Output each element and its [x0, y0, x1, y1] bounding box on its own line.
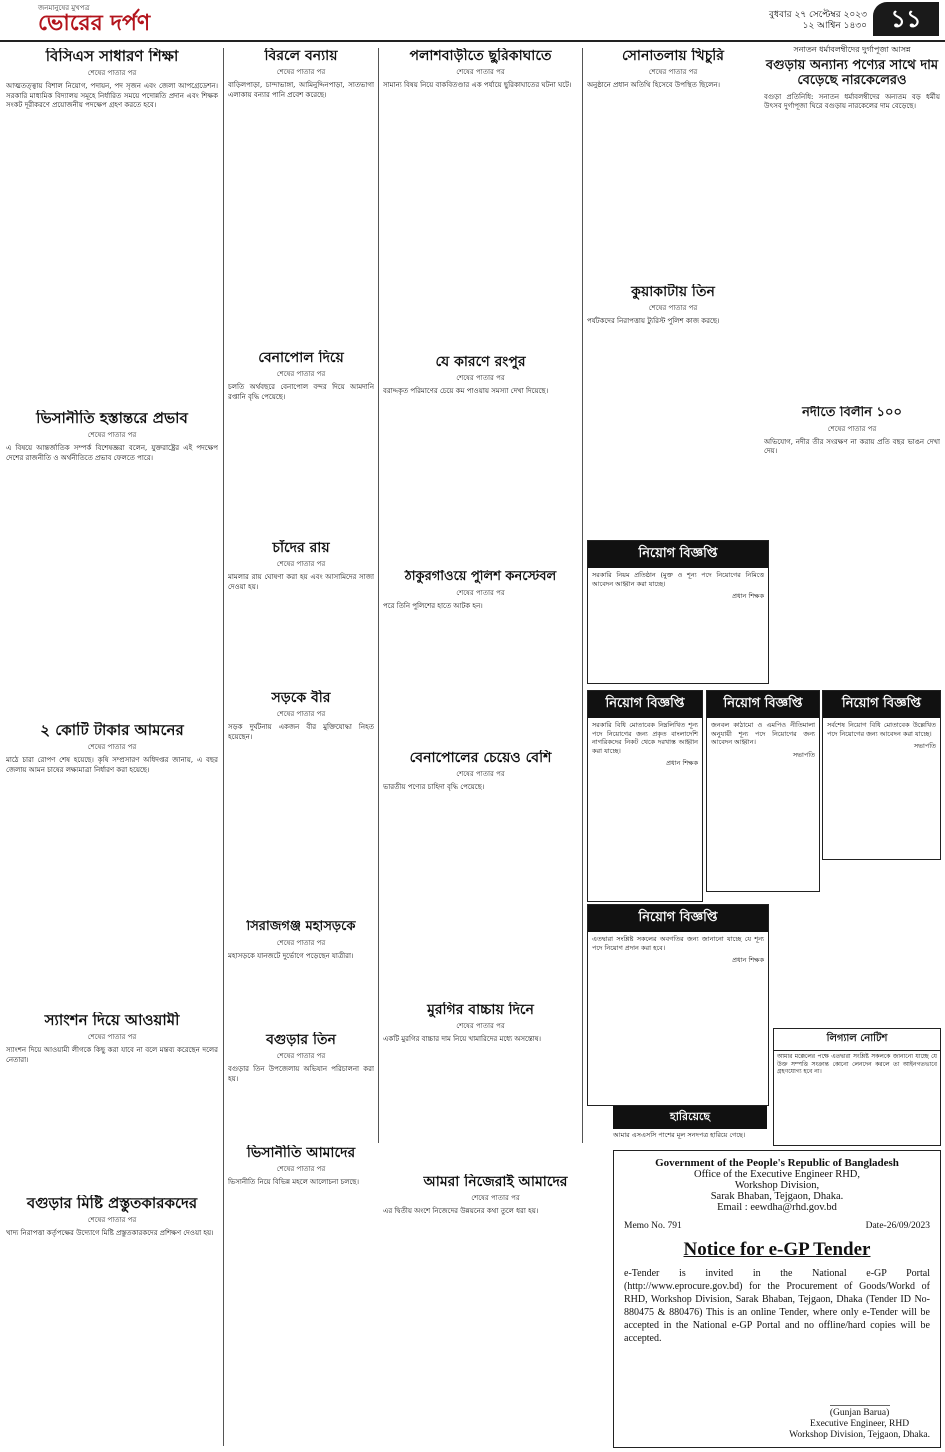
ad-signature: সভাপতি — [913, 742, 936, 751]
article-title: বিসিএস সাধারণ শিক্ষা — [45, 48, 179, 65]
article-continued: শেষের পাতার পর — [276, 1165, 326, 1174]
tender-signer-office: Workshop Division, Tejgaon, Dhaka. — [789, 1430, 930, 1440]
article-body: এ বিষয়ে আন্তর্জাতিক সম্পর্ক বিশেষজ্ঞরা বলেন, যুক্তরাষ্ট্রের এই পদক্ষেপ দেশের রাজনীতি ও অর্থনীতিতে প্রভাব ফেলতে পারে। — [6, 444, 218, 462]
job-ad-2 — [587, 690, 703, 902]
article-sirajganj — [228, 920, 374, 1030]
ad-signature: সভাপতি — [792, 750, 815, 759]
article-title: চাঁদের রায় — [272, 540, 330, 556]
article-body: মাঠে চারা রোপণ শেষ হয়েছে। কৃষি সম্প্রসারণ অধিদপ্তর জানায়, এ বছর জেলায় আমন চাষের লক্ষ্যমাত্রা নির্ধারণ করা হয়েছে। — [6, 756, 218, 774]
article-title: বগুড়ার মিষ্টি প্রস্তুতকারকদের — [26, 1195, 198, 1212]
article-title: বেনাপোলের চেয়েও বেশি — [409, 750, 552, 766]
article-coconut-price — [764, 44, 940, 404]
article-body: খাদ্য নিরাপত্তা কর্তৃপক্ষের উদ্যোগে মিষ্টি প্রস্তুতকারকদের প্রশিক্ষণ দেওয়া হয়। — [6, 1229, 214, 1238]
tender-signer-title: Executive Engineer, RHD — [810, 1419, 910, 1429]
tender-meta — [614, 1213, 940, 1231]
ad-heading: নিয়োগ বিজ্ঞপ্তি — [588, 905, 768, 932]
article-body: অভিযোগ, নদীর তীর সংরক্ষণ না করায় প্রতি বছর ভাঙন দেখা দেয়। — [764, 437, 940, 456]
column-rule — [223, 48, 224, 1446]
column-rule — [378, 48, 379, 1143]
article-title: বগুড়ার তিন — [266, 1032, 336, 1048]
article-body: বগুড়া প্রতিনিধি: সনাতন ধর্মাবলম্বীদের অন্যতম বড় ধর্মীয় উৎসব দুর্গাপূজা ঘিরে বগুড়ায় নারকেলের দাম বেড়েছে। — [764, 92, 940, 111]
article-ourselves — [383, 1174, 608, 1444]
tender-memo: Memo No. 791 — [624, 1221, 682, 1231]
masthead-tagline: জনমানুষের মুখপত্র — [38, 4, 90, 12]
article-body: একটি মুরগির বাচ্চার দাম নিয়ে খামারিদের মধ্যে অসন্তোষ। — [383, 1035, 542, 1044]
article-body: বরাদ্দকৃত পরিমাণের চেয়ে কম পাওয়ায় সমস্যা দেখা দিয়েছে। — [383, 387, 549, 396]
lost-notice-body: আমার এসএসসি পাশের মূল সনদপত্র হারিয়ে গেছে। — [613, 1131, 746, 1139]
article-aman — [6, 722, 218, 1010]
article-continued: শেষের পাতার পর — [87, 743, 137, 752]
article-palashbari — [383, 48, 578, 352]
article-title: মুরগির বাচ্চায় দিনে — [427, 1002, 534, 1018]
article-title: আমরা নিজেরাই আমাদের — [423, 1174, 568, 1190]
article-title: পলাশবাড়ীতে ছুরিকাঘাতে — [409, 48, 552, 64]
article-body: মামলার রায় ঘোষণা করা হয় এবং আসামিদের সাজা দেওয়া হয়। — [228, 573, 374, 591]
article-continued: শেষের পাতার পর — [276, 560, 326, 569]
article-road — [228, 690, 374, 918]
column-rule — [582, 48, 583, 1143]
article-body: বগুড়ার তিন উপজেলায় অভিযান পরিচালনা করা হয়। — [228, 1065, 374, 1083]
article-river-erosion — [764, 406, 940, 606]
ad-body: সরকারি নিয়ম প্রতিষ্ঠান (মুক্ত ও শূন্য পদে নিয়োগের নিমিত্তে আবেদন আহ্বান করা যাচ্ছে। — [592, 571, 764, 588]
ad-heading: নিয়োগ বিজ্ঞপ্তি — [707, 691, 819, 718]
article-title: বগুড়ায় অন্যান্য পণ্যের সাথে দাম বেড়েছে নারকেলেরও — [765, 58, 939, 88]
article-chand — [228, 540, 374, 688]
article-continued: শেষের পাতার পর — [456, 1022, 505, 1031]
page-number: ১১ — [873, 2, 939, 36]
article-kuakata — [587, 284, 759, 434]
article-title: ভিসানীতি আমাদের — [246, 1145, 356, 1161]
article-thakurgaon — [383, 570, 578, 748]
newspaper-logo: ভোরের দর্পণ — [38, 11, 151, 36]
article-title: ভিসানীতি হস্তান্তরে প্রভাব — [36, 410, 188, 427]
article-benapole — [228, 350, 374, 538]
article-continued: শেষের পাতার পর — [648, 304, 698, 313]
article-visa-ours — [228, 1145, 374, 1445]
article-kicker: সনাতন ধর্মাবলম্বীদের দুর্গাপূজা আসন্ন — [793, 45, 911, 54]
article-continued: শেষের পাতার পর — [827, 424, 877, 433]
tender-email-line: Email : eewdha@rhd.gov.bd — [717, 1202, 837, 1213]
article-body: আত্মতত্ত্বায় বিশাল নিয়োগ, পদায়ন, পদ সৃজন এবং জেলা আপগ্রেডেশন। সরকারি মাধ্যমিক বিদ্যালয় সমূহে নির্ধারিত সময়ে পদোন্নতি প্রদান এবং শিক্ষক সংকট দূরীকরণে প্রয়োজনীয় পদক্ষেপ গ্রহণ করতে হবে। — [6, 82, 218, 110]
article-title: স্যাংশন দিয়ে আওয়ামী — [44, 1012, 180, 1029]
article-continued: শেষের পাতার পর — [87, 1216, 137, 1225]
article-sonatala — [587, 48, 759, 278]
ad-body: সর্বশেষ নিয়োগ বিধি মোতাবেক উল্লেখিত পদে নিয়োগের জন্য আবেদন করা যাচ্ছে। — [827, 721, 936, 738]
article-body: ভারতীয় পণ্যের চাহিদা বৃদ্ধি পেয়েছে। — [383, 783, 485, 792]
issue-date — [769, 10, 867, 32]
article-body: সড়ক দুর্ঘটনায় একজন বীর মুক্তিযোদ্ধা নিহত হয়েছেন। — [228, 723, 374, 741]
job-ad-5 — [587, 904, 769, 1106]
article-title: বিরলে বন্যায় — [264, 48, 338, 64]
lost-notice-heading: হারিয়েছে — [613, 1106, 767, 1129]
job-ad-3 — [706, 690, 820, 892]
ad-signature: প্রধান শিক্ষক — [732, 592, 764, 601]
tender-signature — [789, 1383, 930, 1441]
article-visa-policy — [6, 410, 218, 720]
article-title: ঠাকুরগাঁওয়ে পুলিশ কনস্টেবল — [404, 570, 557, 584]
article-continued: শেষের পাতার পর — [456, 374, 505, 383]
tender-office-line: Office of the Executive Engineer RHD, — [694, 1169, 860, 1180]
ad-signature: প্রধান শিক্ষক — [732, 956, 764, 965]
article-flood — [228, 48, 374, 348]
article-body: অনুষ্ঠানে প্রধান অতিথি হিসেবে উপস্থিত ছিলেন। — [587, 81, 721, 90]
article-sweets — [6, 1195, 218, 1445]
article-continued: শেষের পাতার পর — [276, 710, 326, 719]
legal-notice-heading: লিগ্যাল নোটিশ — [774, 1029, 940, 1051]
signature-icon — [830, 1383, 890, 1406]
job-ad-1 — [587, 540, 769, 684]
article-title: সিরাজগঞ্জ মহাসড়কে — [246, 920, 356, 934]
article-title: ২ কোটি টাকার আমনের — [40, 722, 184, 739]
legal-notice-body: আমার মক্কেলের পক্ষে এতদ্বারা সংশ্লিষ্ট সকলকে জানানো যাচ্ছে যে উক্ত সম্পত্তি সংক্রান্ত কোনো লেনদেন করলে তা আইনগতভাবে গ্রহণযোগ্য হবে না। — [777, 1053, 937, 1076]
ad-body: এতদ্বারা সংশ্লিষ্ট সকলের অবগতির জন্য জানানো যাচ্ছে যে শূন্য পদে নিয়োগ প্রদান করা হবে। — [592, 935, 764, 952]
article-title: সড়কে বীর — [271, 690, 331, 706]
article-benapole-more — [383, 750, 578, 1000]
masthead — [0, 0, 945, 42]
article-continued: শেষের পাতার পর — [276, 370, 326, 379]
tender-title: Notice for e-GP Tender — [683, 1239, 871, 1260]
issue-date-bengali: ১২ আশ্বিন ১৪৩০ — [802, 21, 867, 31]
article-body: ভিসানীতি নিয়ে বিভিন্ন মহলে আলোচনা চলছে। — [228, 1178, 360, 1187]
article-continued: শেষের পাতার পর — [87, 1033, 137, 1042]
article-title: যে কারণে রংপুর — [435, 354, 526, 370]
article-continued: শেষের পাতার পর — [471, 1194, 520, 1203]
article-continued: শেষের পাতার পর — [456, 68, 505, 77]
article-body: পরে তিনি পুলিশের হাতে আটক হন। — [383, 601, 483, 610]
job-ad-4 — [822, 690, 941, 860]
ad-heading: নিয়োগ বিজ্ঞপ্তি — [823, 691, 940, 718]
article-chicks — [383, 1002, 578, 1172]
tender-signer-name: (Gunjan Barua) — [829, 1408, 890, 1418]
ad-body: জনবল কাঠামো ও এমপিও নীতিমালা অনুযায়ী শূন্য পদে নিয়োগের জন্য আবেদন আহ্বান। — [711, 721, 815, 747]
ad-heading: নিয়োগ বিজ্ঞপ্তি — [588, 541, 768, 568]
article-title: নদীতে বিলীন ১০০ — [802, 406, 902, 420]
article-body: চলতি অর্থবছরে বেনাপোল বন্দর দিয়ে আমদানি রপ্তানি বৃদ্ধি পেয়েছে। — [228, 383, 374, 401]
article-rangpur — [383, 354, 578, 568]
article-title: বেনাপোল দিয়ে — [258, 350, 344, 366]
legal-notice — [773, 1028, 941, 1146]
article-continued: শেষের পাতার পর — [87, 69, 137, 78]
tender-body: e-Tender is invited in the National e-GP Portal (http://www.eprocure.gov.bd) for the Procurement of Goods/Workd of RHD, Workshop Division, Sarak Bhaban, Tejgaon, Dhaka (Tender ID No-880475 & 880476) This is an online Tender, where only e-Tender will be accepted in the National e-GP Portal and no offline/hard copies will be accepted. — [624, 1268, 930, 1344]
article-continued: শেষের পাতার পর — [276, 1052, 326, 1061]
ad-heading: নিয়োগ বিজ্ঞপ্তি — [588, 691, 702, 718]
article-body: এর দ্বিতীয় অংশে নিজেদের উন্নয়নের কথা তুলে ধরা হয়। — [383, 1207, 539, 1216]
tender-date: Date-26/09/2023 — [865, 1221, 930, 1231]
article-continued: শেষের পাতার পর — [87, 431, 137, 440]
lost-notice — [613, 1106, 767, 1146]
tender-notice — [613, 1150, 941, 1448]
article-bcs — [6, 48, 218, 408]
article-body: স্যাংশন দিয়ে আওয়ামী লীগকে কিছু করা যাবে না বলে মন্তব্য করেছেন দলের নেতারা। — [6, 1046, 218, 1064]
article-title: কুয়াকাটায় তিন — [631, 284, 715, 300]
article-continued: শেষের পাতার পর — [648, 68, 698, 77]
article-body: পর্যটকদের নিরাপত্তায় ট্যুরিস্ট পুলিশ কাজ করছে। — [587, 317, 720, 326]
article-bogura-three — [228, 1032, 374, 1142]
issue-date-gregorian: বুধবার ২৭ সেপ্টেম্বর ২০২৩ — [769, 10, 867, 20]
article-title: সোনাতলায় খিচুরি — [622, 48, 724, 64]
article-body: বাড়িলপাড়া, চান্দাভাঙ্গা, আমিনুদ্দিনপাড়া, সাতভাগা এলাকায় বন্যার পানি প্রবেশ করেছে। — [228, 81, 374, 99]
article-continued: শেষের পাতার পর — [456, 770, 505, 779]
article-continued: শেষের পাতার পর — [456, 588, 505, 597]
article-body: মহাসড়কে যানজটে দুর্ভোগে পড়েছেন যাত্রীরা। — [228, 951, 354, 960]
tender-address-line: Sarak Bhaban, Tejgaon, Dhaka. — [710, 1191, 844, 1202]
ad-body: সরকারি বিধি মোতাবেক নিম্নলিখিত শূন্য পদে নিয়োগের জন্য প্রকৃত বাংলাদেশি নাগরিকদের নিকট থেকে দরখাস্ত আহ্বান করা যাচ্ছে। — [592, 721, 698, 755]
ad-signature: প্রধান শিক্ষক — [666, 759, 698, 768]
article-body: সামান্য বিষয় নিয়ে বাকবিতণ্ডার এক পর্যায়ে ছুরিকাঘাতের ঘটনা ঘটে। — [383, 81, 572, 90]
article-continued: শেষের পাতার পর — [276, 68, 326, 77]
article-continued: শেষের পাতার পর — [276, 938, 326, 947]
tender-division-line: Workshop Division, — [734, 1180, 820, 1191]
tender-govt-line: Government of the People's Republic of Bangladesh — [655, 1157, 899, 1169]
article-sanction — [6, 1012, 218, 1192]
